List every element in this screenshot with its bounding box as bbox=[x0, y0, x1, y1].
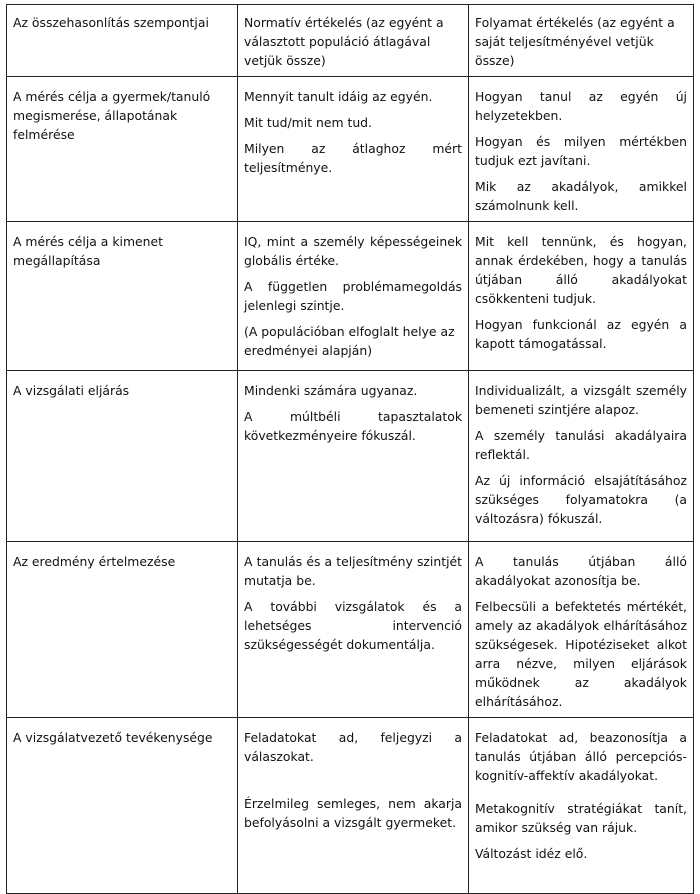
process-cell bbox=[469, 77, 694, 222]
table-row bbox=[7, 77, 694, 222]
process-item: Feladatokat ad, beazonosítja a tanulás útjában álló percepciós-kognitív-affektív akadályokat. bbox=[475, 730, 687, 783]
criterion-cell bbox=[7, 371, 238, 542]
normative-item: Mindenki számára ugyanaz. bbox=[244, 383, 418, 398]
process-item: Mik az akadályok, amikkel számolnunk kell. bbox=[475, 179, 687, 213]
normative-item: A tanulás és a teljesítmény szintjét mutatja be. bbox=[244, 554, 462, 588]
process-item: Hogyan funkcionál az egyén a kapott támogatással. bbox=[475, 317, 687, 351]
process-cell bbox=[469, 222, 694, 371]
normative-item: Feladatokat ad, feljegyzi a válaszokat. bbox=[244, 730, 462, 764]
criterion-text: A vizsgálati eljárás bbox=[13, 383, 130, 398]
normative-cell bbox=[238, 77, 469, 222]
process-item: A tanulás útjában álló akadályokat azonosítja be. bbox=[475, 554, 687, 588]
normative-item: Mennyit tanult idáig az egyén. bbox=[244, 89, 433, 104]
header-criteria-text: Az összehasonlítás szempontjai bbox=[13, 15, 209, 30]
process-item: Metakognitív stratégiákat tanít, amikor szükség van rájuk. bbox=[475, 801, 687, 835]
process-item: Individualizált, a vizsgált személy bemeneti szintjére alapoz. bbox=[475, 383, 687, 417]
normative-cell bbox=[238, 222, 469, 371]
criterion-cell bbox=[7, 77, 238, 222]
table-header-row bbox=[7, 5, 694, 77]
header-normative-text: Normatív értékelés (az egyént a választott populáció átlagával vetjük össze) bbox=[244, 15, 444, 68]
comparison-table bbox=[6, 4, 694, 894]
normative-item: Érzelmileg semleges, nem akarja befolyásolni a vizsgált gyermeket. bbox=[244, 796, 462, 830]
criterion-text: Az eredmény értelmezése bbox=[13, 554, 176, 569]
header-criteria bbox=[7, 5, 238, 77]
table-row bbox=[7, 222, 694, 371]
criterion-cell bbox=[7, 542, 238, 718]
table-row bbox=[7, 718, 694, 894]
process-item: A személy tanulási akadályaira reflektál. bbox=[475, 428, 687, 462]
process-item: Az új információ elsajátításához szükséges folyamatokra (a változásra) fókuszál. bbox=[475, 473, 687, 526]
normative-item: A további vizsgálatok és a lehetséges intervenció szükségességét dokumentálja. bbox=[244, 599, 462, 652]
criterion-text: A mérés célja a kimenet megállapítása bbox=[13, 234, 163, 268]
process-cell bbox=[469, 542, 694, 718]
process-item: Változást idéz elő. bbox=[475, 846, 588, 861]
process-cell bbox=[469, 718, 694, 894]
normative-item: (A populációban elfoglalt helye az eredményei alapján) bbox=[244, 324, 455, 358]
process-item: Hogyan tanul az egyén új helyzetekben. bbox=[475, 89, 687, 123]
normative-item: Milyen az átlaghoz mért teljesítménye. bbox=[244, 141, 462, 175]
normative-item: A múltbéli tapasztalatok következményeire fókuszál. bbox=[244, 409, 462, 443]
table-row bbox=[7, 542, 694, 718]
table-row bbox=[7, 371, 694, 542]
header-process bbox=[469, 5, 694, 77]
criterion-cell bbox=[7, 718, 238, 894]
header-normative bbox=[238, 5, 469, 77]
process-cell bbox=[469, 371, 694, 542]
process-item: Felbecsüli a befektetés mértékét, amely az akadályok elhárításához szükségesek. Hipotéziseket alkot arra nézve, milyen eljárások működnek az akadályok elhárításához. bbox=[475, 599, 687, 709]
normative-cell bbox=[238, 542, 469, 718]
normative-cell bbox=[238, 718, 469, 894]
process-item: Hogyan és milyen mértékben tudjuk ezt javítani. bbox=[475, 134, 687, 168]
normative-item: IQ, mint a személy képességeinek globális értéke. bbox=[244, 234, 462, 268]
criterion-text: A mérés célja a gyermek/tanuló megismerése, állapotának felmérése bbox=[13, 89, 211, 142]
criterion-text: A vizsgálatvezető tevékenysége bbox=[13, 730, 213, 745]
header-process-text: Folyamat értékelés (az egyént a saját teljesítményével vetjük össze) bbox=[475, 15, 675, 68]
normative-cell bbox=[238, 371, 469, 542]
process-item: Mit kell tennünk, és hogyan, annak érdekében, hogy a tanulás útjában álló akadályokat csökkenteni tudjuk. bbox=[475, 234, 687, 306]
criterion-cell bbox=[7, 222, 238, 371]
normative-item: A független problémamegoldás jelenlegi szintje. bbox=[244, 279, 462, 313]
normative-item: Mit tud/mit nem tud. bbox=[244, 115, 372, 130]
